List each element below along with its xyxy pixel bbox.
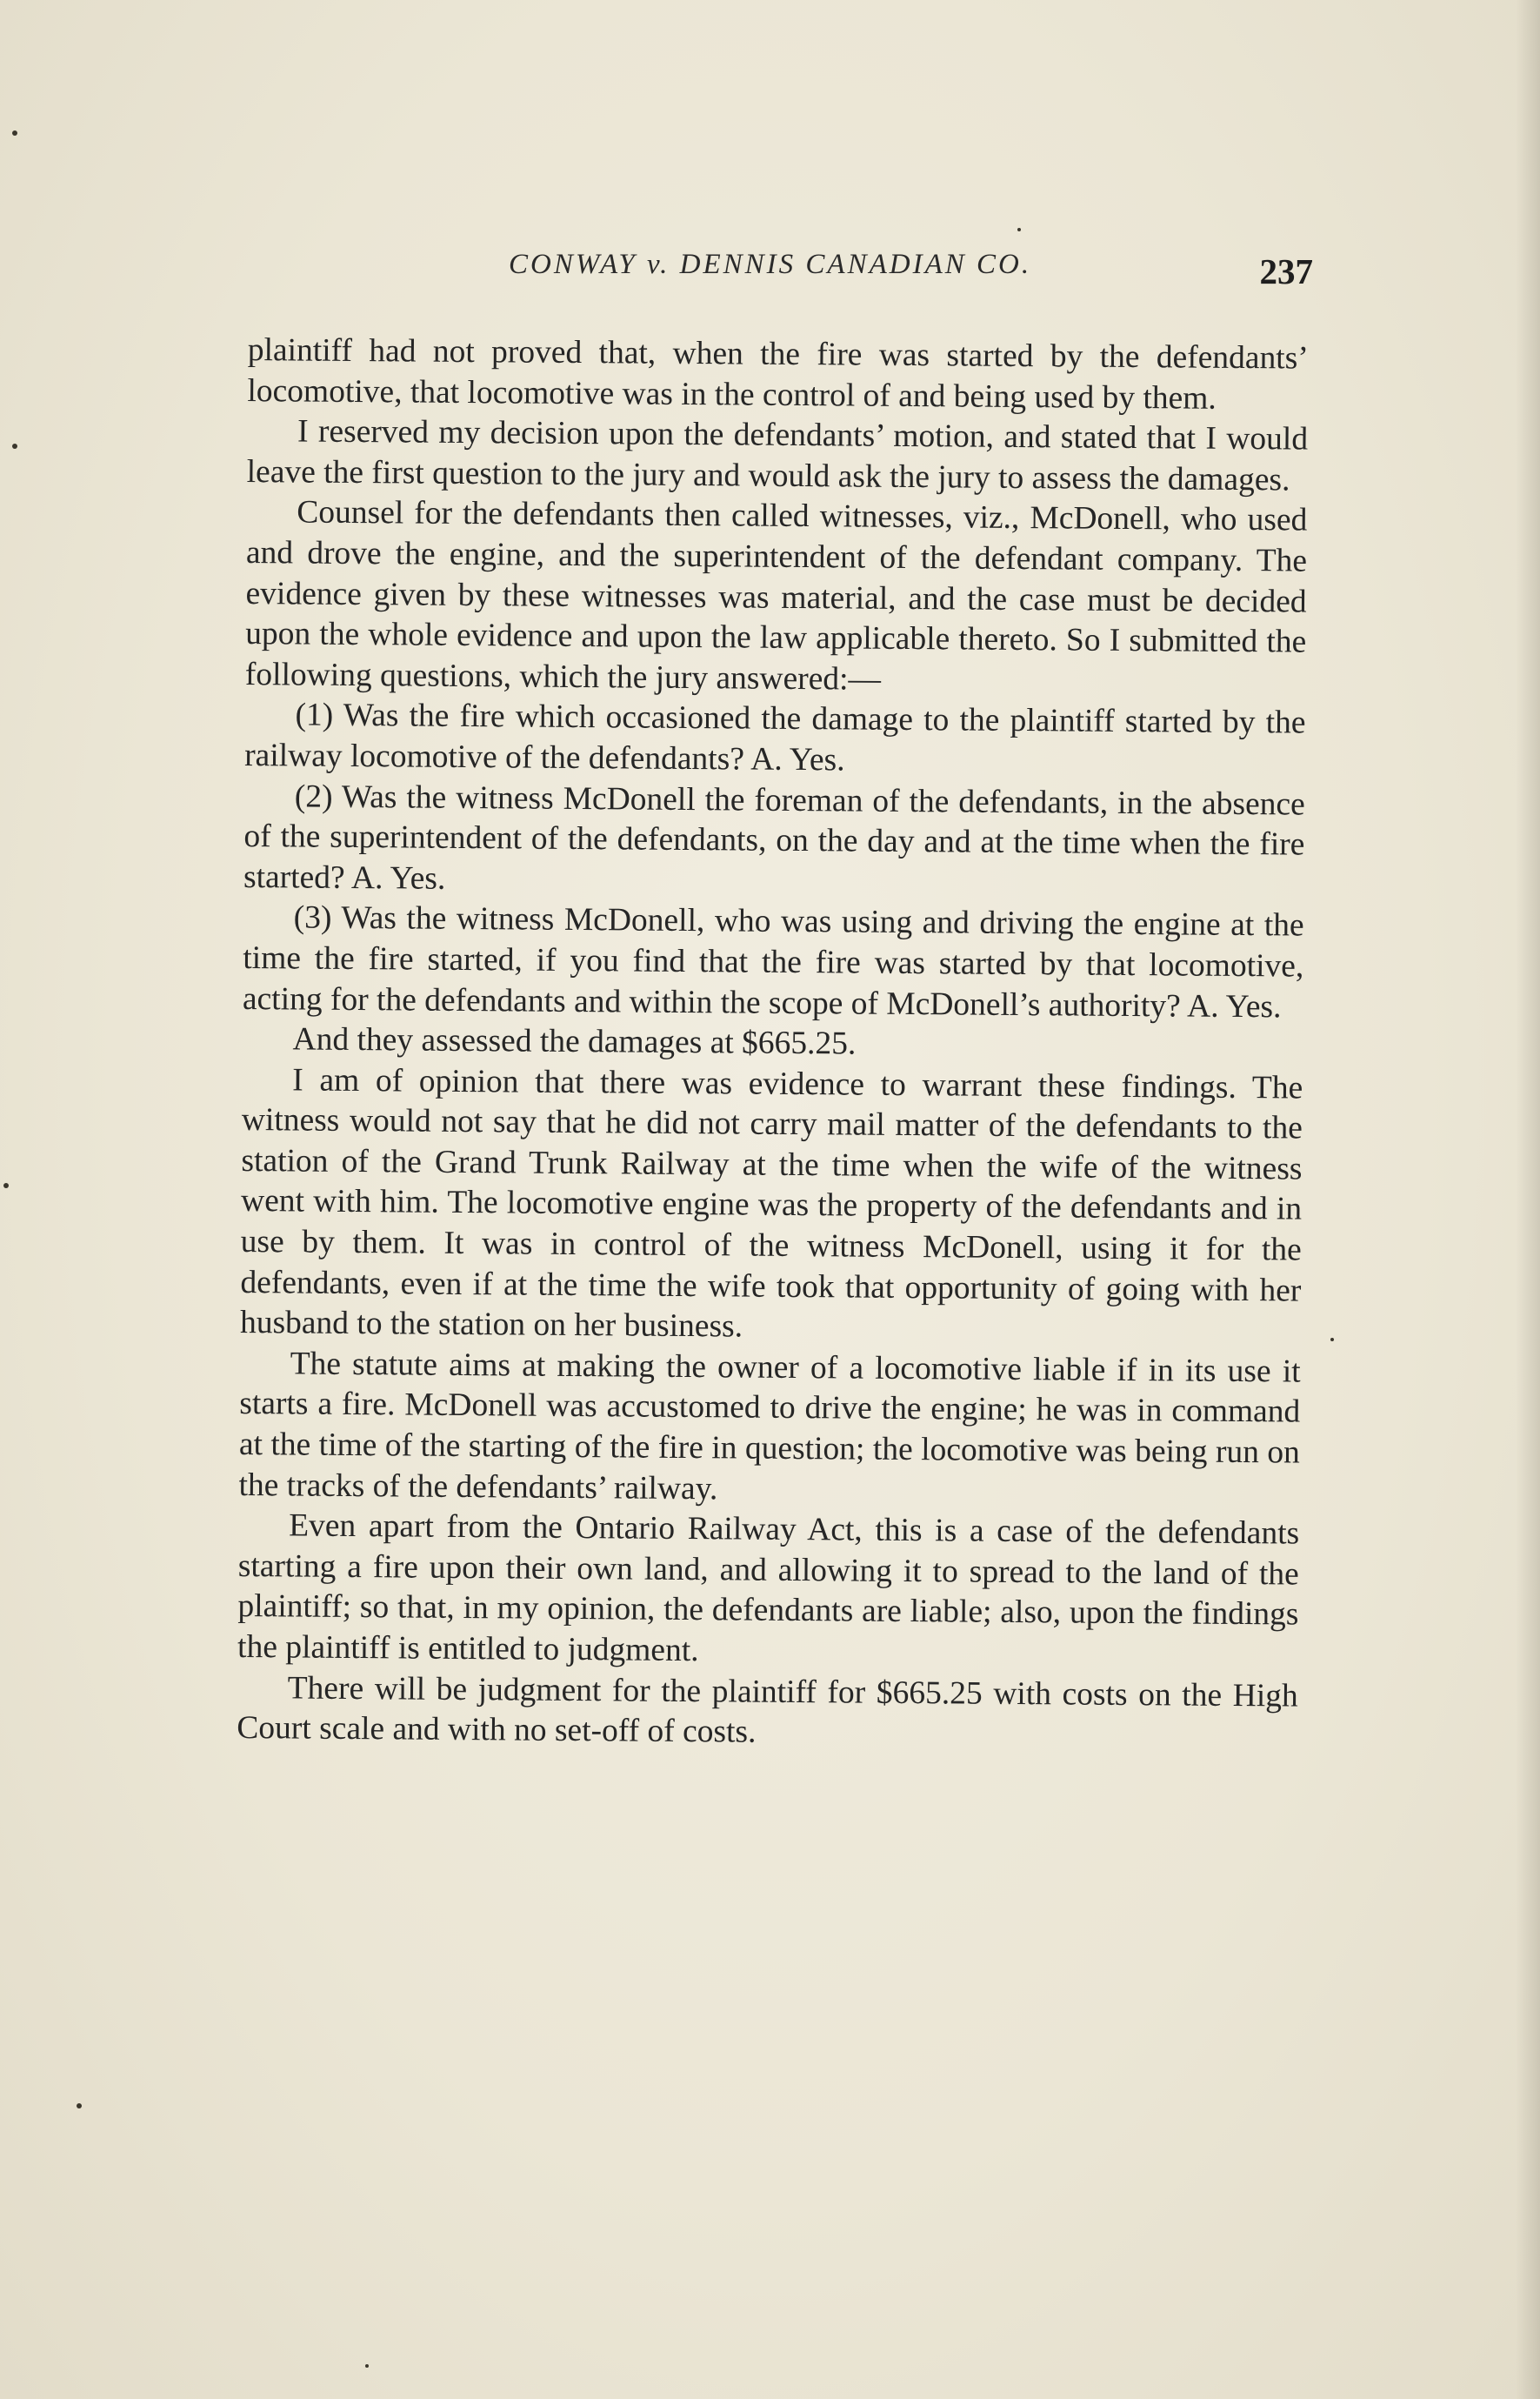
paragraph: Even apart from the Ontario Railway Act, this is a case of the defendants starting a fire upon their own land, and allowing it to spread to the land of the plaintiff; so that, in my opinion, the defendants are liable; also, upon the findings the plaintiff is entitled to judgment. bbox=[237, 1507, 1300, 1669]
page-number: 237 bbox=[1259, 251, 1313, 291]
question-paragraph: (3) Was the witness McDonell, who was using and driving the engine at the time the fire started, if you find that the fire was started by that locomotive, acting for the defendants and within the scope of McDonell’s authority? A. Yes. bbox=[242, 899, 1304, 1025]
question-paragraph: (1) Was the fire which occasioned the damage to the plaintiff started by the railway locomotive of the defendants? A. Yes. bbox=[244, 697, 1306, 779]
page-header bbox=[243, 249, 1313, 301]
paragraph: There will be judgment for the plaintiff for $665.25 with costs on the High Court scale and with no set-off of costs. bbox=[237, 1670, 1298, 1750]
paragraph: plaintiff had not proved that, when the fire was started by the defendants’ locomotive, that locomotive was in the control of and being used by them. bbox=[247, 331, 1309, 417]
scan-speck bbox=[12, 130, 17, 136]
scan-speck bbox=[1017, 228, 1021, 231]
scan-speck bbox=[12, 444, 17, 449]
running-head: CONWAY v. DENNIS CANADIAN CO. bbox=[509, 249, 1032, 280]
paragraph: Counsel for the defendants then called witnesses, viz., McDonell, who used and drove the engine, and the superintendent of the defendant company. The evidence given by these witnesses was material, and the case must be decided upon the whole evidence and upon the law applicable thereto. So I submitted the following questions, which the jury answered:— bbox=[244, 494, 1308, 698]
scan-speck bbox=[3, 1183, 9, 1188]
paragraph: I am of opinion that there was evidence to warrant these findings. The witness would not say that he did not carry mail matter of the defendants to the station of the Grand Trunk Railway at the time when the wife of the witness went with him. The locomotive engine was the property of the defendants and in use by them. It was in control of the witness McDonell, using it for the defendants, even if at the time the wife took that opportunity of going with her husband to the station on her business. bbox=[239, 1062, 1303, 1345]
body-text bbox=[237, 331, 1309, 1757]
paragraph: I reserved my decision upon the defendants’ motion, and stated that I would leave the first question to the jury and would ask the jury to assess the damages. bbox=[246, 413, 1309, 498]
paragraph: The statute aims at making the owner of a locomotive liable if in its use it starts a fire. McDonell was accustomed to drive the engine; he was in command at the time of the starting of the fire in question; the locomotive was being run on the tracks of the defendants’ railway. bbox=[238, 1346, 1301, 1507]
question-paragraph: (2) Was the witness McDonell the foreman of the defendants, in the absence of the superintendent of the defendants, on the day and at the time when the fire started? A. Yes. bbox=[243, 778, 1305, 897]
scan-speck bbox=[1330, 1338, 1334, 1341]
scan-speck bbox=[365, 2364, 369, 2368]
scan-speck bbox=[77, 2103, 82, 2108]
paragraph: And they assessed the damages at $665.25. bbox=[292, 1021, 857, 1062]
